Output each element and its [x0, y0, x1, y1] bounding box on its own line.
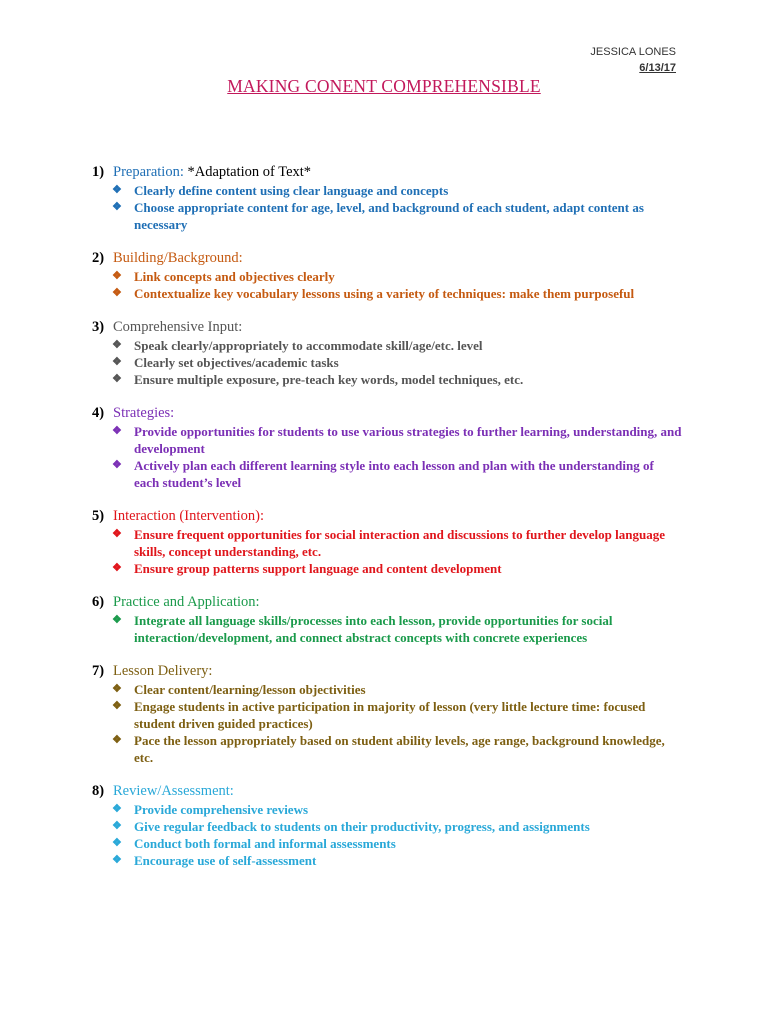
section — [92, 593, 682, 646]
bullet-text: Encourage use of self-assessment — [134, 853, 317, 868]
diamond-bullet-icon: ❖ — [112, 562, 122, 574]
list-item — [92, 835, 682, 852]
diamond-bullet-icon: ❖ — [112, 201, 122, 213]
section-title: Lesson Delivery: — [113, 663, 213, 679]
bullet-text: Link concepts and objectives clearly — [134, 269, 335, 284]
bullet-list — [92, 337, 682, 388]
bullet-text: Clearly set objectives/academic tasks — [134, 355, 339, 370]
diamond-bullet-icon: ❖ — [112, 734, 122, 746]
diamond-bullet-icon: ❖ — [112, 683, 122, 695]
diamond-bullet-icon: ❖ — [112, 373, 122, 385]
list-item — [92, 681, 682, 698]
section-title: Strategies: — [113, 405, 175, 421]
section — [92, 782, 682, 869]
list-item — [92, 268, 682, 285]
section-title: Preparation: — [113, 164, 184, 180]
diamond-bullet-icon: ❖ — [112, 184, 122, 196]
bullet-list — [92, 526, 682, 577]
section-title: Comprehensive Input: — [113, 319, 243, 335]
section — [92, 249, 682, 302]
list-item — [92, 560, 682, 577]
diamond-bullet-icon: ❖ — [112, 356, 122, 368]
section-number: 8) — [92, 783, 105, 799]
bullet-text: Pace the lesson appropriately based on student ability levels, age range, background knowledge, etc. — [134, 733, 665, 765]
document-title: MAKING CONENT COMPREHENSIBLE — [227, 76, 541, 96]
bullet-list — [92, 423, 682, 491]
section-heading — [92, 593, 682, 612]
section-number: 6) — [92, 594, 105, 610]
list-item — [92, 818, 682, 835]
diamond-bullet-icon: ❖ — [112, 528, 122, 540]
bullet-text: Speak clearly/appropriately to accommodate skill/age/etc. level — [134, 338, 483, 353]
section-title: Practice and Application: — [113, 594, 260, 610]
diamond-bullet-icon: ❖ — [112, 820, 122, 832]
bullet-text: Choose appropriate content for age, level, and background of each student, adapt content as necessary — [134, 200, 644, 232]
bullet-list — [92, 681, 682, 766]
list-item — [92, 354, 682, 371]
list-item — [92, 285, 682, 302]
list-item — [92, 526, 682, 560]
section-number: 3) — [92, 319, 105, 335]
list-item — [92, 852, 682, 869]
diamond-bullet-icon: ❖ — [112, 837, 122, 849]
bullet-text: Contextualize key vocabulary lessons using a variety of techniques: make them purposeful — [134, 286, 635, 301]
section-heading — [92, 318, 682, 337]
section-heading — [92, 662, 682, 681]
diamond-bullet-icon: ❖ — [112, 425, 122, 437]
bullet-text: Conduct both formal and informal assessments — [134, 836, 396, 851]
section-title-suffix: *Adaptation of Text* — [183, 164, 312, 180]
bullet-text: Ensure multiple exposure, pre-teach key words, model techniques, etc. — [134, 372, 524, 387]
list-item — [92, 199, 682, 233]
document-header — [590, 44, 676, 76]
section-number: 7) — [92, 663, 105, 679]
section-heading — [92, 404, 682, 423]
bullet-text: Integrate all language skills/processes into each lesson, provide opportunities for social interaction/development, and connect abstract concepts with concrete experiences — [134, 613, 613, 645]
diamond-bullet-icon: ❖ — [112, 700, 122, 712]
list-item — [92, 423, 682, 457]
section-heading — [92, 782, 682, 801]
diamond-bullet-icon: ❖ — [112, 287, 122, 299]
bullet-list — [92, 612, 682, 646]
list-item — [92, 457, 682, 491]
bullet-text: Clear content/learning/lesson objectivities — [134, 682, 366, 697]
bullet-list — [92, 801, 682, 869]
author-name: JESSICA LONES — [590, 46, 676, 58]
list-item — [92, 732, 682, 766]
section — [92, 507, 682, 577]
section-title: Building/Background: — [113, 250, 243, 266]
section-number: 4) — [92, 405, 105, 421]
list-item — [92, 698, 682, 732]
list-item — [92, 371, 682, 388]
section — [92, 404, 682, 491]
bullet-text: Clearly define content using clear language and concepts — [134, 183, 449, 198]
section-title: Interaction (Intervention): — [113, 508, 264, 524]
document-date: 6/13/17 — [639, 62, 676, 74]
section-title: Review/Assessment: — [113, 783, 234, 799]
bullet-text: Actively plan each different learning style into each lesson and plan with the understanding of each student’s level — [134, 458, 654, 490]
diamond-bullet-icon: ❖ — [112, 854, 122, 866]
section-heading — [92, 507, 682, 526]
bullet-text: Ensure frequent opportunities for social interaction and discussions to further develop language skills, concept understanding, etc. — [134, 527, 665, 559]
diamond-bullet-icon: ❖ — [112, 803, 122, 815]
bullet-text: Engage students in active participation in majority of lesson (very little lecture time: focused student driven guided practices) — [134, 699, 646, 731]
diamond-bullet-icon: ❖ — [112, 270, 122, 282]
diamond-bullet-icon: ❖ — [112, 459, 122, 471]
list-item — [92, 337, 682, 354]
sections-list — [92, 163, 682, 885]
section — [92, 163, 682, 233]
diamond-bullet-icon: ❖ — [112, 614, 122, 626]
bullet-text: Provide opportunities for students to use various strategies to further learning, understanding, and development — [134, 424, 682, 456]
section-heading — [92, 163, 682, 182]
section-number: 5) — [92, 508, 105, 524]
list-item — [92, 801, 682, 818]
section-heading — [92, 249, 682, 268]
section — [92, 318, 682, 388]
list-item — [92, 612, 682, 646]
section-number: 1) — [92, 164, 105, 180]
bullet-text: Provide comprehensive reviews — [134, 802, 309, 817]
section — [92, 662, 682, 766]
section-number: 2) — [92, 250, 105, 266]
bullet-text: Ensure group patterns support language and content development — [134, 561, 502, 576]
list-item — [92, 182, 682, 199]
bullet-list — [92, 268, 682, 302]
diamond-bullet-icon: ❖ — [112, 339, 122, 351]
bullet-list — [92, 182, 682, 233]
bullet-text: Give regular feedback to students on their productivity, progress, and assignments — [134, 819, 590, 834]
